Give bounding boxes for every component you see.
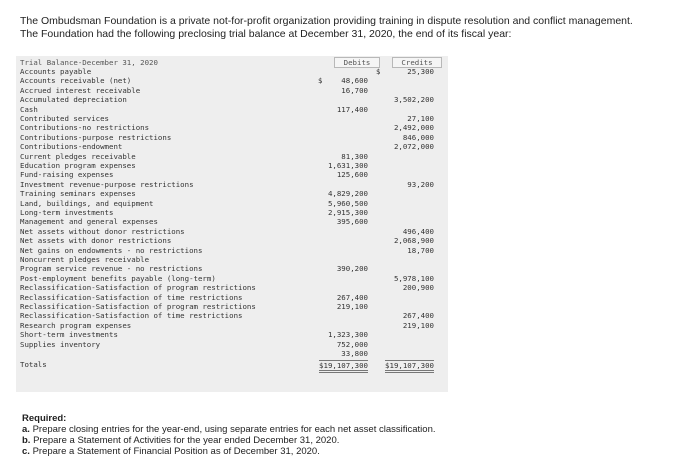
table-row	[16, 255, 448, 264]
table-row	[16, 105, 448, 114]
table-row	[16, 293, 448, 302]
trial-balance-table	[16, 56, 448, 392]
table-row	[16, 142, 448, 151]
account-name: Management and general expenses	[20, 217, 158, 227]
debit-amount: 16,700	[341, 85, 368, 95]
credit-amount: 3,502,200	[393, 95, 434, 105]
account-name: Short-term investments	[20, 330, 118, 340]
credit-amount: 846,000	[402, 132, 434, 142]
required-item-label: c.	[22, 446, 30, 457]
debit-amount: 390,200	[336, 264, 368, 274]
debit-amount: 752,000	[336, 339, 368, 349]
debit-amount: 48,600	[341, 76, 368, 86]
table-row	[16, 217, 448, 226]
account-name: Accounts payable	[20, 67, 92, 76]
totals-row	[16, 360, 448, 369]
table-row	[16, 302, 448, 311]
debit-amount: 4,829,200	[327, 189, 368, 199]
account-name: Contributions-purpose restrictions	[20, 132, 172, 142]
table-row	[16, 264, 448, 273]
debit-amount: 2,915,300	[327, 208, 368, 217]
required-item-label: b.	[22, 435, 31, 446]
account-name: Cash	[20, 104, 38, 114]
intro-line-2: The Foundation had the following preclosing trial balance at December 31, 2020, the end of its fiscal year:	[20, 28, 512, 40]
debit-amount: 125,600	[336, 170, 368, 180]
credit-amount: 200,900	[402, 283, 434, 293]
trial-balance-title: Trial Balance-December 31, 2020	[20, 58, 158, 67]
account-name: Long-term investments	[20, 208, 114, 217]
credit-amount: 5,978,100	[393, 273, 434, 283]
credit-amount: 27,100	[407, 114, 434, 123]
debit-dollar-sign: $	[318, 76, 323, 86]
debits-header: Debits	[334, 57, 380, 68]
credit-amount: 496,400	[402, 226, 434, 236]
table-row	[16, 114, 448, 123]
table-row	[16, 236, 448, 245]
credit-amount: 18,700	[407, 245, 434, 255]
debit-amount: 5,960,500	[327, 198, 368, 208]
credit-amount: 25,300	[407, 67, 434, 76]
debit-amount: 219,100	[336, 302, 368, 311]
account-name: Reclassification-Satisfaction of program restrictions	[20, 283, 256, 293]
required-item-c	[22, 446, 692, 457]
account-name: Net assets without donor restrictions	[20, 226, 185, 236]
account-name: Education program expenses	[20, 161, 136, 170]
table-row	[16, 67, 448, 76]
account-name: Reclassification-Satisfaction of time restrictions	[20, 311, 243, 321]
table-row	[16, 123, 448, 132]
credit-amount: 2,068,900	[393, 236, 434, 246]
credits-header: Credits	[392, 57, 442, 68]
account-name: Contributions-no restrictions	[20, 123, 150, 133]
table-row	[16, 330, 448, 339]
debit-amount: 117,400	[336, 104, 368, 114]
debit-amount: 395,600	[336, 217, 368, 227]
credit-amount: 219,100	[402, 320, 434, 330]
account-name: Contributions-endowment	[20, 142, 123, 152]
account-name: Land, buildings, and equipment	[20, 198, 154, 208]
account-name: Program service revenue - no restrictions	[20, 264, 203, 274]
table-row	[16, 283, 448, 292]
total-credits: $19,107,300	[385, 360, 434, 373]
required-item-text: Prepare closing entries for the year-end, using separate entries for each net asset classification.	[32, 424, 436, 435]
table-row	[16, 180, 448, 189]
required-item-b	[22, 435, 692, 446]
required-item-text: Prepare a Statement of Activities for the year ended December 31, 2020.	[33, 435, 340, 446]
account-name: Fund-raising expenses	[20, 170, 114, 180]
account-name: Noncurrent pledges receivable	[20, 255, 150, 264]
table-row	[16, 189, 448, 198]
account-name: Contributed services	[20, 114, 109, 123]
account-name: Net assets with donor restrictions	[20, 236, 172, 246]
account-name: Post-employment benefits payable (long-term)	[20, 273, 216, 283]
account-name: Reclassification-Satisfaction of program restrictions	[20, 302, 256, 311]
table-row	[16, 133, 448, 142]
total-debits: $19,107,300	[319, 360, 368, 373]
account-name: Investment revenue-purpose restrictions	[20, 179, 194, 189]
debit-amount: 1,323,300	[327, 330, 368, 340]
table-row	[16, 227, 448, 236]
account-name: Research program expenses	[20, 320, 132, 330]
table-row	[16, 86, 448, 95]
table-row	[16, 246, 448, 255]
debit-amount: 33,800	[341, 349, 368, 358]
problem-intro	[20, 15, 692, 41]
table-row	[16, 321, 448, 330]
account-name: Accounts receivable (net)	[20, 76, 132, 86]
account-name: Training seminars expenses	[20, 189, 136, 199]
credit-dollar-sign: $	[376, 67, 381, 76]
debit-amount: 81,300	[341, 151, 368, 161]
table-row	[16, 274, 448, 283]
table-row	[16, 76, 448, 85]
table-row	[16, 349, 448, 358]
credit-amount: 267,400	[402, 311, 434, 321]
required-item-a	[22, 424, 692, 435]
account-name: Supplies inventory	[20, 339, 101, 349]
account-name: Net gains on endowments - no restrictions	[20, 245, 203, 255]
account-name: Reclassification-Satisfaction of time restrictions	[20, 292, 243, 302]
credit-amount: 2,072,000	[393, 142, 434, 152]
table-row	[16, 161, 448, 170]
credit-amount: 93,200	[407, 179, 434, 189]
table-row	[16, 152, 448, 161]
table-row	[16, 208, 448, 217]
debit-amount: 267,400	[336, 292, 368, 302]
table-row	[16, 95, 448, 104]
required-section	[22, 413, 692, 457]
totals-label: Totals	[20, 360, 47, 370]
credit-amount: 2,492,000	[393, 123, 434, 133]
required-title: Required:	[22, 413, 67, 424]
intro-line-1: The Ombudsman Foundation is a private not-for-profit organization providing training in dispute resolution and conflict management.	[20, 15, 633, 27]
account-name: Accrued interest receivable	[20, 85, 141, 95]
required-item-label: a.	[22, 424, 30, 435]
account-name: Accumulated depreciation	[20, 95, 127, 105]
required-item-text: Prepare a Statement of Financial Position as of December 31, 2020.	[32, 446, 320, 457]
table-row	[16, 340, 448, 349]
table-row	[16, 311, 448, 320]
table-row	[16, 199, 448, 208]
account-name: Current pledges receivable	[20, 151, 136, 161]
debit-amount: 1,631,300	[327, 161, 368, 170]
table-row	[16, 170, 448, 179]
